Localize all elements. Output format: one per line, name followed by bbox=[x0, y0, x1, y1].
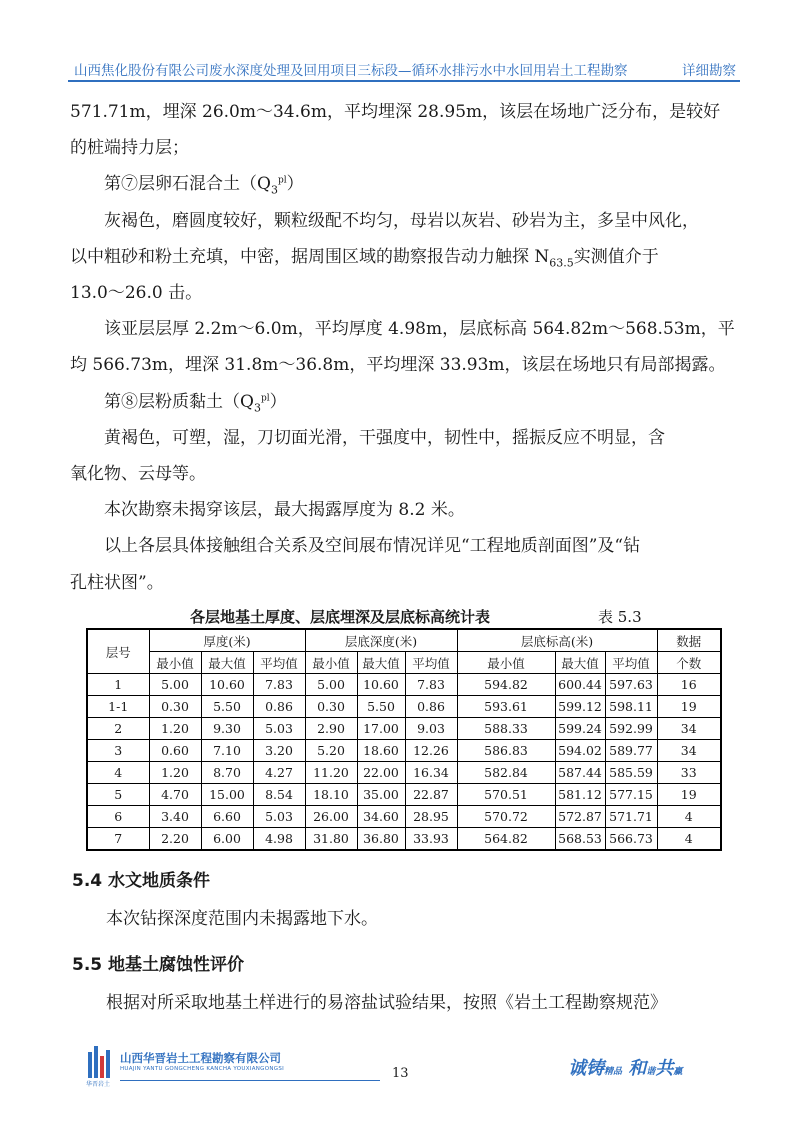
table-cell: 4.27 bbox=[253, 762, 305, 784]
table-cell: 11.20 bbox=[305, 762, 357, 784]
paragraph-line: 的桩端持力层； bbox=[70, 138, 189, 159]
header-stage: 详细勘察 bbox=[682, 63, 736, 79]
paragraph-line: 灰褐色，磨圆度较好，颗粒级配不均匀，母岩以灰岩、砂岩为主，多呈中风化， bbox=[104, 210, 699, 231]
header-min: 最小值 bbox=[305, 652, 357, 674]
table-cell: 7.83 bbox=[405, 674, 457, 696]
footer-company-en: HUAJIN YANTU GONGCHENG KANCHA YOUXIANGONGSI bbox=[120, 1066, 285, 1072]
header-layer: 层号 bbox=[87, 629, 149, 674]
table-cell: 33 bbox=[657, 762, 721, 784]
table-cell: 587.44 bbox=[555, 762, 605, 784]
table-cell: 594.82 bbox=[457, 674, 555, 696]
table-cell: 571.71 bbox=[605, 806, 657, 828]
table-row bbox=[87, 806, 721, 828]
table-row bbox=[87, 784, 721, 806]
header-max: 最大值 bbox=[357, 652, 405, 674]
layer-number-cell: 1 bbox=[87, 674, 149, 696]
table-cell: 585.59 bbox=[605, 762, 657, 784]
page-header bbox=[68, 58, 740, 82]
paragraph-line: 孔柱状图”。 bbox=[70, 572, 164, 593]
table-cell: 5.20 bbox=[305, 740, 357, 762]
table-cell: 19 bbox=[657, 696, 721, 718]
header-max: 最大值 bbox=[555, 652, 605, 674]
table-cell: 3.40 bbox=[149, 806, 201, 828]
logo-bar bbox=[100, 1056, 104, 1078]
paragraph-line: 以中粗砂和粉土充填，中密，据周围区域的勘察报告动力触探 $N_{63.5}$实测值介于 bbox=[70, 246, 659, 270]
table-cell: 36.80 bbox=[357, 828, 405, 851]
table-cell: 8.54 bbox=[253, 784, 305, 806]
table-cell: 5.03 bbox=[253, 806, 305, 828]
table-cell: 18.10 bbox=[305, 784, 357, 806]
table-cell: 6.00 bbox=[201, 828, 253, 851]
table-cell: 15.00 bbox=[201, 784, 253, 806]
logo-bar bbox=[94, 1046, 98, 1078]
paragraph-line: 13.0～26.0 击。 bbox=[70, 283, 203, 304]
table-cell: 22.00 bbox=[357, 762, 405, 784]
table-cell: 22.87 bbox=[405, 784, 457, 806]
logo-text: 华晋岩土 bbox=[86, 1081, 111, 1088]
table-cell: 597.63 bbox=[605, 674, 657, 696]
header-avg: 平均值 bbox=[253, 652, 305, 674]
table-cell: 12.26 bbox=[405, 740, 457, 762]
table-row bbox=[87, 718, 721, 740]
header-min: 最小值 bbox=[149, 652, 201, 674]
layer-number-cell: 1-1 bbox=[87, 696, 149, 718]
table-cell: 2.90 bbox=[305, 718, 357, 740]
logo-bar bbox=[88, 1052, 92, 1078]
header-data: 数据 bbox=[657, 629, 721, 652]
table-cell: 5.50 bbox=[357, 696, 405, 718]
header-title: 山西焦化股份有限公司废水深度处理及回用项目三标段—循环水排污水中水回用岩土工程勘察 bbox=[74, 63, 628, 79]
table-cell: 1.20 bbox=[149, 762, 201, 784]
page-number: 13 bbox=[392, 1066, 409, 1081]
table-cell: 33.93 bbox=[405, 828, 457, 851]
header-avg: 平均值 bbox=[405, 652, 457, 674]
table-cell: 572.87 bbox=[555, 806, 605, 828]
header-depth: 层底深度(米) bbox=[305, 629, 457, 652]
table-cell: 0.86 bbox=[405, 696, 457, 718]
paragraph-line: 氧化物、云母等。 bbox=[70, 464, 206, 485]
table-cell: 18.60 bbox=[357, 740, 405, 762]
header-avg: 平均值 bbox=[605, 652, 657, 674]
layer-number-cell: 7 bbox=[87, 828, 149, 851]
table-row bbox=[87, 696, 721, 718]
table-cell: 7.10 bbox=[201, 740, 253, 762]
table-cell: 5.50 bbox=[201, 696, 253, 718]
header-min: 最小值 bbox=[457, 652, 555, 674]
layer-number-cell: 4 bbox=[87, 762, 149, 784]
table-cell: 600.44 bbox=[555, 674, 605, 696]
header-thickness: 厚度(米) bbox=[149, 629, 305, 652]
paragraph-line: 该亚层层厚 2.2m～6.0m，平均厚度 4.98m，层底标高 564.82m～568.53m，平 bbox=[104, 319, 735, 340]
table-cell: 599.12 bbox=[555, 696, 605, 718]
table-cell: 6.60 bbox=[201, 806, 253, 828]
table-cell: 34 bbox=[657, 740, 721, 762]
table-cell: 586.83 bbox=[457, 740, 555, 762]
table-cell: 4 bbox=[657, 806, 721, 828]
section-5-5-text: 根据对所采取地基土样进行的易溶盐试验结果，按照《岩土工程勘察规范》 bbox=[106, 993, 667, 1013]
table-cell: 4.98 bbox=[253, 828, 305, 851]
table-cell: 26.00 bbox=[305, 806, 357, 828]
table-cell: 4 bbox=[657, 828, 721, 851]
body-text bbox=[70, 94, 740, 601]
table-body bbox=[87, 674, 721, 851]
table-cell: 5.03 bbox=[253, 718, 305, 740]
logo-bar bbox=[106, 1050, 110, 1078]
table-cell: 0.30 bbox=[305, 696, 357, 718]
table-cell: 582.84 bbox=[457, 762, 555, 784]
table-cell: 28.95 bbox=[405, 806, 457, 828]
table-cell: 3.20 bbox=[253, 740, 305, 762]
paragraph-line: 均 566.73m，埋深 31.8m～36.8m，平均埋深 33.93m，该层在场地只有局部揭露。 bbox=[70, 355, 726, 376]
table-row bbox=[87, 740, 721, 762]
table-cell: 5.00 bbox=[305, 674, 357, 696]
table-cell: 594.02 bbox=[555, 740, 605, 762]
header-count: 个数 bbox=[657, 652, 721, 674]
table-number: 表 5.3 bbox=[598, 608, 642, 626]
table-cell: 0.60 bbox=[149, 740, 201, 762]
table-cell: 599.24 bbox=[555, 718, 605, 740]
header-elevation: 层底标高(米) bbox=[457, 629, 657, 652]
layer-number-cell: 2 bbox=[87, 718, 149, 740]
layer-number-cell: 5 bbox=[87, 784, 149, 806]
paragraph-line: 黄褐色，可塑，湿，刀切面光滑，干强度中，韧性中，摇振反应不明显，含 bbox=[104, 427, 665, 448]
table-cell: 8.70 bbox=[201, 762, 253, 784]
paragraph-line: 以上各层具体接触组合关系及空间展布情况详见“工程地质剖面图”及“钻 bbox=[104, 536, 641, 557]
table-caption: 各层地基土厚度、层底埋深及层底标高统计表 bbox=[190, 608, 491, 626]
section-5-4-title: 5.4 水文地质条件 bbox=[72, 871, 211, 891]
table-cell: 570.51 bbox=[457, 784, 555, 806]
footer-divider bbox=[120, 1080, 380, 1081]
paragraph-line: 571.71m，埋深 26.0m～34.6m，平均埋深 28.95m，该层在场地广泛分布，是较好 bbox=[70, 102, 721, 122]
table-cell: 10.60 bbox=[357, 674, 405, 696]
table-row bbox=[87, 828, 721, 851]
table-cell: 564.82 bbox=[457, 828, 555, 851]
table-cell: 10.60 bbox=[201, 674, 253, 696]
table-cell: 0.30 bbox=[149, 696, 201, 718]
table-row bbox=[87, 762, 721, 784]
table-cell: 34.60 bbox=[357, 806, 405, 828]
table-cell: 598.11 bbox=[605, 696, 657, 718]
table-cell: 589.77 bbox=[605, 740, 657, 762]
table-cell: 34 bbox=[657, 718, 721, 740]
layer-number-cell: 3 bbox=[87, 740, 149, 762]
table-row bbox=[87, 674, 721, 696]
table-cell: 568.53 bbox=[555, 828, 605, 851]
footer-company: 山西华晋岩土工程勘察有限公司 bbox=[120, 1051, 281, 1065]
layer-number-cell: 6 bbox=[87, 806, 149, 828]
table-cell: 9.03 bbox=[405, 718, 457, 740]
table-cell: 16.34 bbox=[405, 762, 457, 784]
table-cell: 566.73 bbox=[605, 828, 657, 851]
layer-8-heading: 第⑧层粉质黏土$(Q_3^{pl})$ bbox=[104, 391, 287, 415]
table-cell: 19 bbox=[657, 784, 721, 806]
section-5-4-text: 本次钻探深度范围内未揭露地下水。 bbox=[106, 909, 378, 929]
table-cell: 1.20 bbox=[149, 718, 201, 740]
table-cell: 0.86 bbox=[253, 696, 305, 718]
paragraph-line: 本次勘察未揭穿该层，最大揭露厚度为 8.2 米。 bbox=[104, 500, 465, 521]
table-cell: 5.00 bbox=[149, 674, 201, 696]
header-max: 最大值 bbox=[201, 652, 253, 674]
table-cell: 2.20 bbox=[149, 828, 201, 851]
table-cell: 4.70 bbox=[149, 784, 201, 806]
layer-7-heading: 第⑦层卵石混合土$(Q_3^{pl})$ bbox=[104, 174, 304, 197]
table-cell: 581.12 bbox=[555, 784, 605, 806]
statistics-table bbox=[86, 628, 722, 851]
table-cell: 35.00 bbox=[357, 784, 405, 806]
table-cell: 593.61 bbox=[457, 696, 555, 718]
table-cell: 570.72 bbox=[457, 806, 555, 828]
table-cell: 17.00 bbox=[357, 718, 405, 740]
table-cell: 7.83 bbox=[253, 674, 305, 696]
footer-slogan: 诚铸精品 和谐共赢 bbox=[568, 1058, 683, 1079]
table-cell: 592.99 bbox=[605, 718, 657, 740]
table-cell: 588.33 bbox=[457, 718, 555, 740]
table-cell: 16 bbox=[657, 674, 721, 696]
table-cell: 577.15 bbox=[605, 784, 657, 806]
table-cell: 9.30 bbox=[201, 718, 253, 740]
table-cell: 31.80 bbox=[305, 828, 357, 851]
section-5-5-title: 5.5 地基土腐蚀性评价 bbox=[72, 955, 245, 975]
